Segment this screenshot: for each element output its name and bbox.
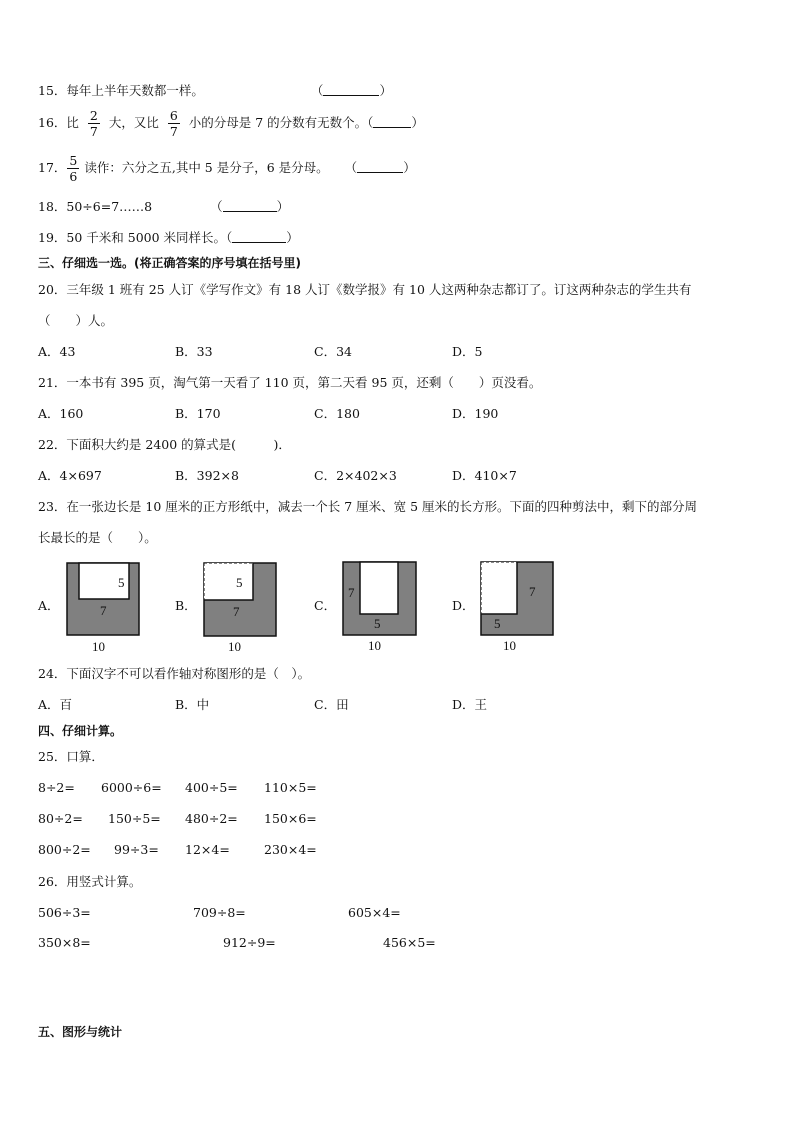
q23-line-1: 23．在一张边长是 10 厘米的正方形纸中，减去一个长 7 厘米、宽 5 厘米的长方形。下面的四种剪法中，剩下的部分周 bbox=[38, 499, 698, 514]
section-3-title: 三、仔细选一选。(将正确答案的序号填在括号里) bbox=[38, 256, 301, 270]
q22-option-a[interactable]: A．4×697 bbox=[38, 468, 102, 483]
q16-f1-denominator: 7 bbox=[89, 124, 98, 139]
q19-paren-right: ） bbox=[286, 230, 299, 245]
fig-b-label-5: 5 bbox=[236, 575, 243, 590]
q25-r3-c4: 230×4= bbox=[264, 842, 317, 857]
q17-paren-right: ） bbox=[403, 160, 416, 175]
fig-d-label-5: 5 bbox=[494, 616, 501, 631]
q20-option-a[interactable]: A．43 bbox=[38, 344, 76, 359]
section-4-title: 四、仔细计算。 bbox=[38, 724, 123, 738]
q20-option-c[interactable]: C．34 bbox=[314, 344, 352, 359]
question-19 bbox=[38, 230, 299, 246]
q16-post: 小的分母是 7 的分数有无数个。（ bbox=[188, 115, 374, 130]
q25-r3-c2: 99÷3= bbox=[114, 842, 159, 857]
q24-option-d[interactable]: D．王 bbox=[452, 697, 488, 712]
question-18 bbox=[38, 199, 289, 215]
q24-option-a[interactable]: A．百 bbox=[38, 697, 73, 712]
q23-figure-a bbox=[64, 562, 142, 654]
fig-c-label-7: 7 bbox=[348, 585, 355, 600]
fig-a-label-7: 7 bbox=[100, 603, 107, 618]
q25-r3-c1: 800÷2= bbox=[38, 842, 91, 857]
fig-b-cut bbox=[204, 563, 253, 600]
q24-option-b[interactable]: B．中 bbox=[175, 697, 210, 712]
q15-paren-left: （ bbox=[310, 83, 324, 98]
q21-option-a[interactable]: A．160 bbox=[38, 406, 84, 421]
q17-numerator: 5 bbox=[69, 153, 78, 168]
q17-answer-blank[interactable] bbox=[357, 160, 403, 173]
q15-paren-right: ） bbox=[379, 83, 392, 98]
q18-text: 18．50÷6=7……8 bbox=[38, 199, 153, 214]
q17-pre: 17． bbox=[38, 160, 67, 175]
q25-title: 25．口算． bbox=[38, 749, 104, 764]
q25-r2-c3: 480÷2= bbox=[185, 811, 238, 826]
q21-option-c[interactable]: C．180 bbox=[314, 406, 360, 421]
q23-line-2: 长最长的是（ ）。 bbox=[38, 530, 157, 545]
q15-answer-blank[interactable] bbox=[323, 83, 379, 96]
q16-answer-blank[interactable] bbox=[373, 115, 411, 128]
fig-b-label-10: 10 bbox=[228, 639, 241, 654]
fig-c-label-5: 5 bbox=[374, 616, 381, 631]
fig-d-label-10: 10 bbox=[503, 638, 516, 653]
q26-r1-c3: 605×4= bbox=[348, 905, 401, 920]
q19-text: 19．50 千米和 5000 米同样长。（ bbox=[38, 230, 233, 245]
q26-r2-c3: 456×5= bbox=[383, 935, 436, 950]
fig-d-cut bbox=[481, 562, 517, 614]
q26-r1-c1: 506÷3= bbox=[38, 905, 91, 920]
fig-c-cut bbox=[360, 562, 398, 614]
q17-fraction bbox=[67, 153, 79, 184]
q22-option-c[interactable]: C．2×402×3 bbox=[314, 468, 397, 483]
question-16 bbox=[38, 108, 424, 139]
question-17 bbox=[38, 153, 416, 184]
q18-answer-blank[interactable] bbox=[223, 199, 277, 212]
q21-option-b[interactable]: B．170 bbox=[175, 406, 221, 421]
q23-option-c-label[interactable]: C． bbox=[314, 598, 337, 613]
q20-option-b[interactable]: B．33 bbox=[175, 344, 213, 359]
q26-r2-c1: 350×8= bbox=[38, 935, 91, 950]
question-15 bbox=[38, 83, 392, 99]
q18-paren-left: （ bbox=[210, 199, 223, 214]
q23-figure-d bbox=[477, 560, 557, 653]
q25-r1-c3: 400÷5= bbox=[185, 780, 238, 795]
q17-post: 读作：六分之五,其中 5 是分子，6 是分母。 bbox=[84, 160, 329, 175]
fig-a-label-10: 10 bbox=[92, 639, 105, 654]
q23-option-b-label[interactable]: B． bbox=[175, 598, 197, 613]
q23-option-a-label[interactable]: A． bbox=[38, 598, 60, 613]
q15-text: 15．每年上半年天数都一样。 bbox=[38, 83, 204, 98]
q23-figure-b bbox=[200, 562, 280, 654]
q25-r2-c2: 150÷5= bbox=[108, 811, 161, 826]
q25-r2-c1: 80÷2= bbox=[38, 811, 83, 826]
q16-fraction-2 bbox=[168, 108, 180, 139]
q17-paren-left: （ bbox=[344, 160, 358, 175]
q22-text: 22．下面积大约是 2400 的算式是( )． bbox=[38, 437, 291, 452]
q16-pre: 16．比 bbox=[38, 115, 79, 130]
q16-f1-numerator: 2 bbox=[89, 108, 98, 123]
q19-answer-blank[interactable] bbox=[232, 230, 286, 243]
q25-r1-c4: 110×5= bbox=[264, 780, 317, 795]
fig-c-label-10: 10 bbox=[368, 638, 381, 653]
q16-mid: 大，又比 bbox=[108, 115, 159, 130]
q23-figure-c bbox=[340, 560, 420, 653]
fig-b-label-7: 7 bbox=[233, 604, 240, 619]
q26-r1-c2: 709÷8= bbox=[193, 905, 246, 920]
q25-r1-c2: 6000÷6= bbox=[101, 780, 162, 795]
q16-paren-right: ） bbox=[411, 115, 424, 130]
q17-denominator: 6 bbox=[69, 169, 78, 184]
fig-d-label-7: 7 bbox=[529, 584, 536, 599]
q23-option-d-label[interactable]: D． bbox=[452, 598, 475, 613]
q22-option-d[interactable]: D．410×7 bbox=[452, 468, 517, 483]
q16-f2-numerator: 6 bbox=[169, 108, 178, 123]
q16-f2-denominator: 7 bbox=[169, 124, 178, 139]
q25-r1-c1: 8÷2= bbox=[38, 780, 75, 795]
q26-r2-c2: 912÷9= bbox=[223, 935, 276, 950]
section-5-title: 五、图形与统计 bbox=[38, 1025, 123, 1039]
q25-r2-c4: 150×6= bbox=[264, 811, 317, 826]
q20-line-1: 20．三年级 1 班有 25 人订《学写作文》有 18 人订《数学报》有 10 人这两种杂志都订了。订这两种杂志的学生共有 bbox=[38, 282, 692, 297]
q21-option-d[interactable]: D．190 bbox=[452, 406, 499, 421]
q20-line-2: （ ）人。 bbox=[38, 313, 114, 328]
q20-option-d[interactable]: D．5 bbox=[452, 344, 483, 359]
q18-paren-right: ） bbox=[276, 199, 290, 214]
q24-text: 24．下面汉字不可以看作轴对称图形的是（ ）。 bbox=[38, 666, 311, 681]
q21-text: 21．一本书有 395 页，淘气第一天看了 110 页，第二天看 95 页，还剩（ ）页没看。 bbox=[38, 375, 542, 390]
fig-a-label-5: 5 bbox=[118, 575, 125, 590]
q26-title: 26．用竖式计算。 bbox=[38, 874, 142, 889]
q22-option-b[interactable]: B．392×8 bbox=[175, 468, 239, 483]
q24-option-c[interactable]: C．田 bbox=[314, 697, 349, 712]
q25-r3-c3: 12×4= bbox=[185, 842, 230, 857]
q16-fraction-1 bbox=[88, 108, 100, 139]
